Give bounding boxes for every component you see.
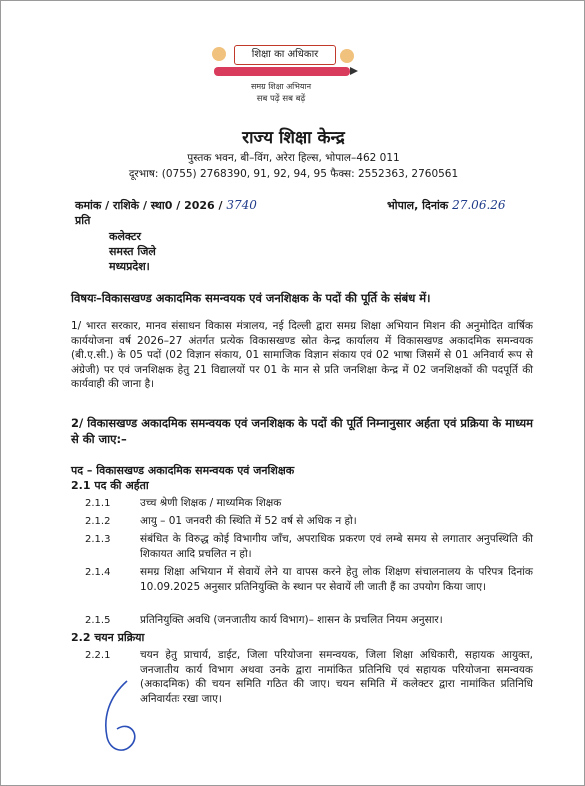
logo-child-left <box>212 47 226 61</box>
paragraph-1: 1/ भारत सरकार, मानव संसाधन विकास मंत्रालय, नई दिल्ली द्वारा समग्र शिक्षा अभियान मिशन की अनुमोदित वार्षिक कार्ययोजना वर्ष 2026–27 अंतर्गत प्रत्येक विकासखण्ड स्रोत केन्द्र कार्यालय में विकासखण्ड अकादमिक समन्वयक (बी.ए.सी.) के 05 पदों (02 विज्ञान संकाय, 01 सामाजिक विज्ञान संकाय एवं 02 भाषा जिसमें से 01 अनिवार्य रूप से अंग्रेजी) पर एवं जनशिक्षक हेतु 21 विद्यालयों पर 01 के मान से प्रति जनशिक्षा केन्द्र में 02 जनशिक्षकों की पदपूर्ति की कार्यवाही की जाना है। <box>71 320 533 390</box>
date-prefix: भोपाल, दिनांक <box>387 199 449 212</box>
item-text: समग्र शिक्षा अभियान में सेवायें लेने या वापस करने हेतु लोक शिक्षण संचालनालय के परिपत्र दिनांक 10.09.2025 अनुसार प्रतिनियुक्ति के स्थान पर सेवायें ली जाती हैं का उपयोग किया जाए। <box>140 566 533 593</box>
post-heading: पद – विकासखण्ड अकादमिक समन्वयक एवं जनशिक्षक <box>71 464 295 477</box>
item-number: 2.1.4 <box>85 567 111 578</box>
logo-pencil <box>214 67 350 76</box>
reference-number: 3740 <box>226 198 257 212</box>
item-text: संबंधित के विरुद्ध कोई विभागीय जाँच, अपराधिक प्रकरण एवं लम्बे समय से लगातार अनुपस्थिति की शिकायत आदि प्रचलित न हो। <box>140 533 533 560</box>
item-number: 2.1.2 <box>85 516 111 527</box>
logo-banner: शिक्षा का अधिकार <box>234 45 336 65</box>
addressee-line-1: कलेक्टर <box>109 230 141 243</box>
section-heading-2-2: 2.2 चयन प्रक्रिया <box>71 631 145 644</box>
paragraph-2: 2/ विकासखण्ड अकादमिक समन्वयक एवं जनशिक्षक के पदों की पूर्ति निम्नानुसार अर्हता एवं प्रक्रिया के माध्यम से की जाए:– <box>71 416 533 446</box>
org-phone: दूरभाष: (0755) 2768390, 91, 92, 94, 95 फैक्स: 2552363, 2760561 <box>128 168 459 180</box>
logo-child-right <box>340 49 354 63</box>
item-number: 2.2.1 <box>85 650 111 661</box>
subject-line: विषयः–विकासखण्ड अकादमिक समन्वयक एवं जनशिक्षक के पदों की पूर्ति के संबंध में। <box>71 291 431 305</box>
prati-label: प्रति <box>75 214 91 227</box>
logo-tagline-1: समग्र शिक्षा अभियान <box>250 82 312 91</box>
reference-prefix: कमांक / राशिके / स्था0 / 2026 / <box>75 199 223 212</box>
date-line <box>387 198 506 213</box>
org-address: पुस्तक भवन, बी–विंग, अरेरा हिल्स, भोपाल–462 011 <box>187 152 400 164</box>
date-value: 27.06.26 <box>452 198 506 212</box>
item-number: 2.1.1 <box>85 498 111 509</box>
signature-mark <box>99 677 145 759</box>
logo-tagline-2: सब पढ़ें सब बढ़ें <box>256 94 306 104</box>
reference-line <box>75 198 257 213</box>
education-logo-icon <box>206 43 356 115</box>
org-name: राज्य शिक्षा केन्द्र <box>242 128 345 148</box>
item-text: आयु – 01 जनवरी की स्थिति में 52 वर्ष से अधिक न हो। <box>140 515 357 527</box>
item-text: चयन हेतु प्राचार्य, डाईट, जिला परियोजना समन्वयक, जिला शिक्षा अधिकारी, सहायक आयुक्त, जनजातीय कार्य विभाग अथवा उनके द्वारा नामांकित प्रतिनिधि एवं सहायक परियोजना समन्वयक (अकादमिक) की चयन समिति गठित की जाए। चयन समिति में कलेक्टर द्वारा नामांकित प्रतिनिधि अनिवार्यतः रखा जाए। <box>140 649 533 705</box>
item-text: प्रतिनियुक्ति अवधि (जनजातीय कार्य विभाग)– शासन के प्रचलित नियम अनुसार। <box>140 614 443 626</box>
addressee-line-3: मध्यप्रदेश। <box>109 260 150 273</box>
item-text: उच्च श्रेणी शिक्षक / माध्यमिक शिक्षक <box>140 497 282 509</box>
section-heading-2-1: 2.1 पद की अर्हता <box>71 479 149 492</box>
item-number: 2.1.5 <box>85 615 111 626</box>
item-number: 2.1.3 <box>85 534 111 545</box>
addressee-line-2: समस्त जिले <box>109 245 156 258</box>
